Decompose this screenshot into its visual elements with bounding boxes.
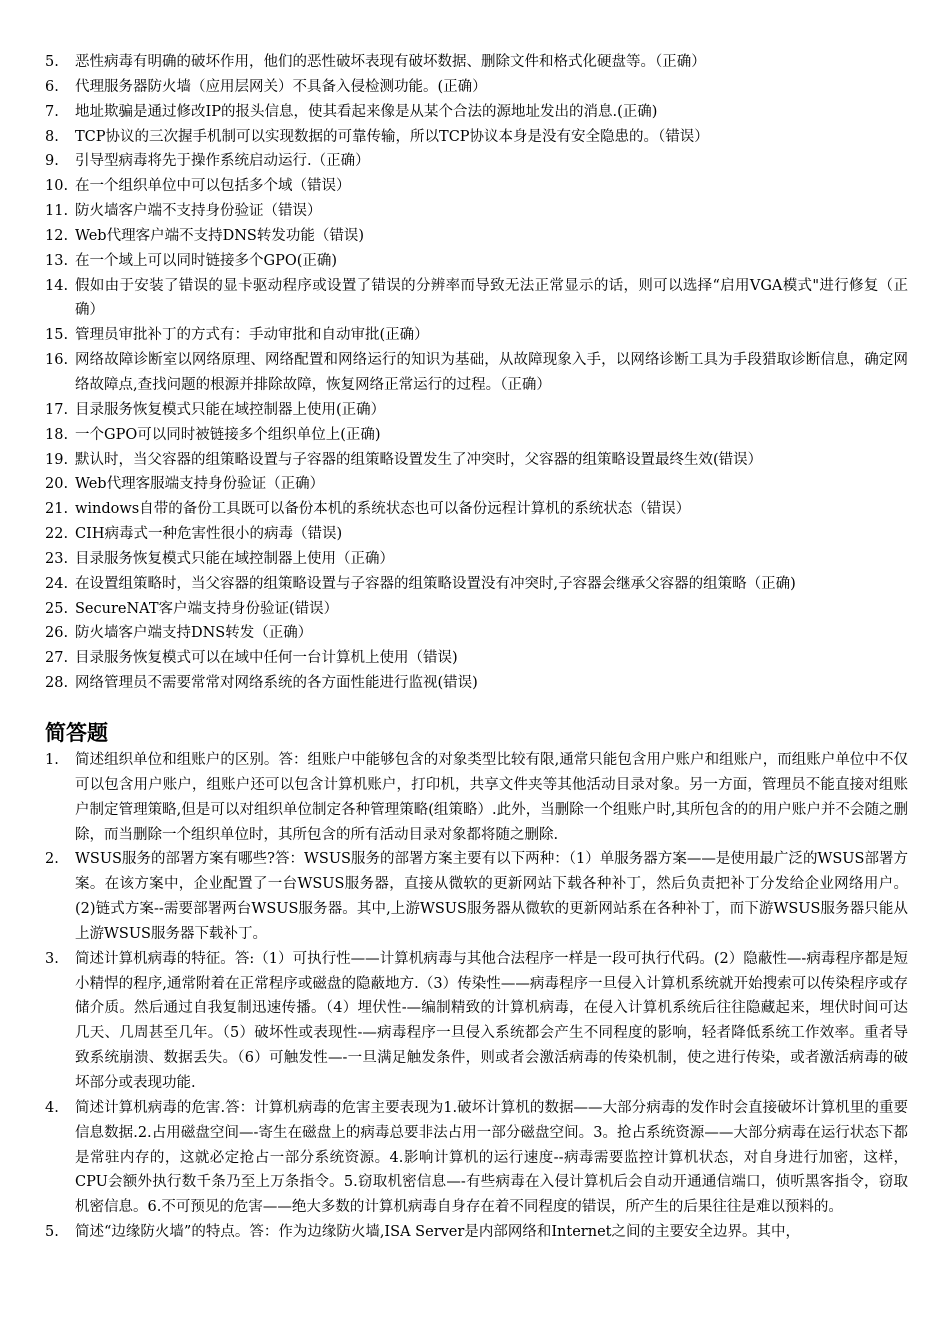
item-number: 16.	[45, 352, 69, 369]
list-item	[45, 472, 908, 497]
item-text: 一个GPO可以同时被链接多个组织单位上(正确)	[75, 426, 381, 443]
short-answer-list	[45, 748, 908, 1245]
item-text: 恶性病毒有明确的破坏作用，他们的恶性破坏表现有破坏数据、删除文件和格式化硬盘等。（正确）	[75, 54, 706, 70]
item-number: 28.	[45, 675, 69, 692]
list-item	[45, 748, 908, 847]
list-item	[45, 125, 908, 150]
list-item	[45, 522, 908, 547]
item-number: 17.	[45, 401, 69, 418]
item-number: 4.	[45, 1099, 59, 1116]
item-number: 21.	[45, 501, 69, 518]
item-number: 8.	[45, 128, 59, 145]
item-text: 地址欺骗是通过修改IP的报头信息，使其看起来像是从某个合法的源地址发出的消息.(正确)	[75, 103, 658, 120]
list-item	[45, 50, 908, 75]
item-text: TCP协议的三次握手机制可以实现数据的可靠传输，所以TCP协议本身是没有安全隐患的。（错误）	[75, 128, 709, 145]
list-item	[45, 149, 908, 174]
item-text: 简述“边缘防火墙”的特点。答：作为边缘防火墙,ISA Server是内部网络和Internet之间的主要安全边界。其中，	[75, 1224, 800, 1241]
item-text: 简述计算机病毒的特征。答:（1）可执行性——计算机病毒与其他合法程序一样是一段可执行代码。(2）隐蔽性—-病毒程序都是短小精悍的程序,通常附着在正常程序或磁盘的隐蔽地方.（3）传染性——病毒程序一旦侵入计算机系统就开始搜索可以传染程序或存储介质。然后通过自我复制迅速传播。（4）埋伏性-—编制精致的计算机病毒，在侵入计算机系统后往往隐藏起来，埋伏时间可达几天、几周甚至几年。（5）破坏性或表现性-—病毒程序一旦侵入系统都会产生不同程度的影响，轻者降低系统工作效率。重者导致系统崩溃、数据丢失。（6）可触发性—-一旦满足触发条件，则或者会激活病毒的传染机制，使之进行传染，或者激活病毒的破坏部分或表现功能.	[75, 950, 908, 1091]
list-item	[45, 947, 908, 1096]
list-item	[45, 398, 908, 423]
item-text: Web代理客服端支持身份验证（正确）	[75, 476, 325, 493]
item-number: 7.	[45, 103, 59, 120]
item-text: 网络管理员不需要常常对网络系统的各方面性能进行监视(错误)	[75, 675, 478, 692]
item-number: 18.	[45, 426, 69, 443]
list-item	[45, 646, 908, 671]
item-text: 简述组织单位和组账户的区别。答：组账户中能够包含的对象类型比较有限,通常只能包含用户账户和组账户，而组账户单位中不仅可以包含用户账户，组账户还可以包含计算机账户，打印机，共享文件夹等其他活动目录对象。另一方面，管理员不能直接对组账户制定管理策略,但是可以对组织单位制定各种管理策略(组策略）.此外，当删除一个组账户时,其所包含的的用户账户并不会随之删除，而当删除一个组织单位时，其所包含的所有活动目录对象都将随之删除.	[75, 752, 908, 843]
item-number: 27.	[45, 650, 69, 667]
item-number: 22.	[45, 526, 69, 543]
list-item	[45, 1096, 908, 1220]
list-item	[45, 671, 908, 696]
list-item	[45, 75, 908, 100]
item-text: windows自带的备份工具既可以备份本机的系统状态也可以备份远程计算机的系统状态（错误）	[75, 501, 691, 518]
item-number: 20.	[45, 476, 69, 493]
item-number: 19.	[45, 451, 69, 468]
item-text: 目录服务恢复模式只能在域控制器上使用（正确）	[75, 550, 394, 567]
list-item	[45, 572, 908, 597]
list-item	[45, 274, 908, 324]
item-text: WSUS服务的部署方案有哪些?答：WSUS服务的部署方案主要有以下两种：（1）单服务器方案——是使用最广泛的WSUS部署方案。在该方案中，企业配置了一台WSUS服务器，直接从微软的更新网站下载各种补丁，然后负责把补丁分发给企业网络用户。(2)链式方案--需要部署两台WSUS服务器。其中,上游WSUS服务器从微软的更新网站系在各种补丁，而下游WSUS服务器只能从上游WSUS服务器下载补丁。	[75, 851, 908, 942]
list-item	[45, 423, 908, 448]
item-text: 在设置组策略时，当父容器的组策略设置与子容器的组策略设置没有冲突时,子容器会继承父容器的组策略（正确)	[75, 575, 796, 592]
item-number: 5.	[45, 1224, 59, 1241]
item-number: 24.	[45, 575, 69, 592]
item-text: Web代理客户端不支持DNS转发功能（错误)	[75, 227, 364, 244]
item-number: 3.	[45, 950, 59, 967]
item-number: 23.	[45, 550, 69, 567]
true-false-list	[45, 50, 908, 696]
item-text: 网络故障诊断室以网络原理、网络配置和网络运行的知识为基础，从故障现象入手，以网络诊断工具为手段猎取诊断信息，确定网络故障点,查找问题的根源并排除故障，恢复网络正常运行的过程。（正确）	[75, 352, 908, 393]
item-text: SecureNAT客户端支持身份验证(错误）	[75, 600, 339, 617]
item-number: 25.	[45, 600, 69, 617]
item-text: 代理服务器防火墙（应用层网关）不具备入侵检测功能。(正确）	[75, 78, 487, 95]
list-item	[45, 199, 908, 224]
item-number: 10.	[45, 178, 69, 195]
item-text: 防火墙客户端支持DNS转发（正确）	[75, 625, 313, 642]
list-item	[45, 1220, 908, 1245]
item-number: 15.	[45, 327, 69, 344]
item-text: 默认时，当父容器的组策略设置与子容器的组策略设置发生了冲突时，父容器的组策略设置最终生效(错误）	[75, 451, 763, 468]
item-number: 11.	[45, 203, 69, 220]
item-number: 9.	[45, 153, 59, 170]
item-text: 简述计算机病毒的危害.答：计算机病毒的危害主要表现为1.破坏计算机的数据——大部分病毒的发作时会直接破坏计算机里的重要信息数据.2.占用磁盘空间—-寄生在磁盘上的病毒总要非法占用一部分磁盘空间。3。抢占系统资源——大部分病毒在运行状态下都是常驻内存的，这就必定抢占一部分系统资源。4.影响计算机的运行速度--病毒需要监控计算机状态，对自身进行加密，这样，CPU会额外执行数千条乃至上万条指令。5.窃取机密信息—-有些病毒在入侵计算机后会自动开通通信端口，侦听黑客指令，窃取机密信息。6.不可预见的危害——绝大多数的计算机病毒自身存在着不同程度的错误，所产生的后果往往是难以预料的。	[75, 1099, 908, 1216]
item-number: 14.	[45, 277, 69, 294]
item-text: 在一个组织单位中可以包括多个域（错误）	[75, 178, 351, 195]
item-text: CIH病毒式一种危害性很小的病毒（错误)	[75, 526, 343, 543]
list-item	[45, 497, 908, 522]
list-item	[45, 348, 908, 398]
section-title: 简答题	[45, 721, 108, 745]
item-text: 目录服务恢复模式可以在域中任何一台计算机上使用（错误)	[75, 650, 458, 667]
item-text: 假如由于安装了错误的显卡驱动程序或设置了错误的分辨率而导致无法正常显示的话，则可以选择“启用VGA模式"进行修复（正确）	[75, 277, 908, 319]
item-number: 6.	[45, 78, 59, 95]
list-item	[45, 448, 908, 473]
list-item	[45, 100, 908, 125]
item-text: 管理员审批补丁的方式有：手动审批和自动审批(正确）	[75, 327, 429, 344]
item-text: 引导型病毒将先于操作系统启动运行.（正确）	[75, 153, 370, 170]
list-item	[45, 249, 908, 274]
item-number: 5.	[45, 54, 59, 70]
list-item	[45, 847, 908, 946]
list-item	[45, 597, 908, 622]
list-item	[45, 224, 908, 249]
list-item	[45, 621, 908, 646]
item-number: 12.	[45, 227, 69, 244]
list-item	[45, 174, 908, 199]
list-item	[45, 323, 908, 348]
list-item	[45, 547, 908, 572]
item-text: 目录服务恢复模式只能在域控制器上使用(正确）	[75, 401, 386, 418]
item-number: 2.	[45, 851, 59, 868]
item-text: 在一个域上可以同时链接多个GPO(正确)	[75, 252, 338, 269]
item-number: 13.	[45, 252, 69, 269]
item-number: 1.	[45, 752, 59, 768]
item-text: 防火墙客户端不支持身份验证（错误）	[75, 203, 322, 220]
item-number: 26.	[45, 625, 69, 642]
